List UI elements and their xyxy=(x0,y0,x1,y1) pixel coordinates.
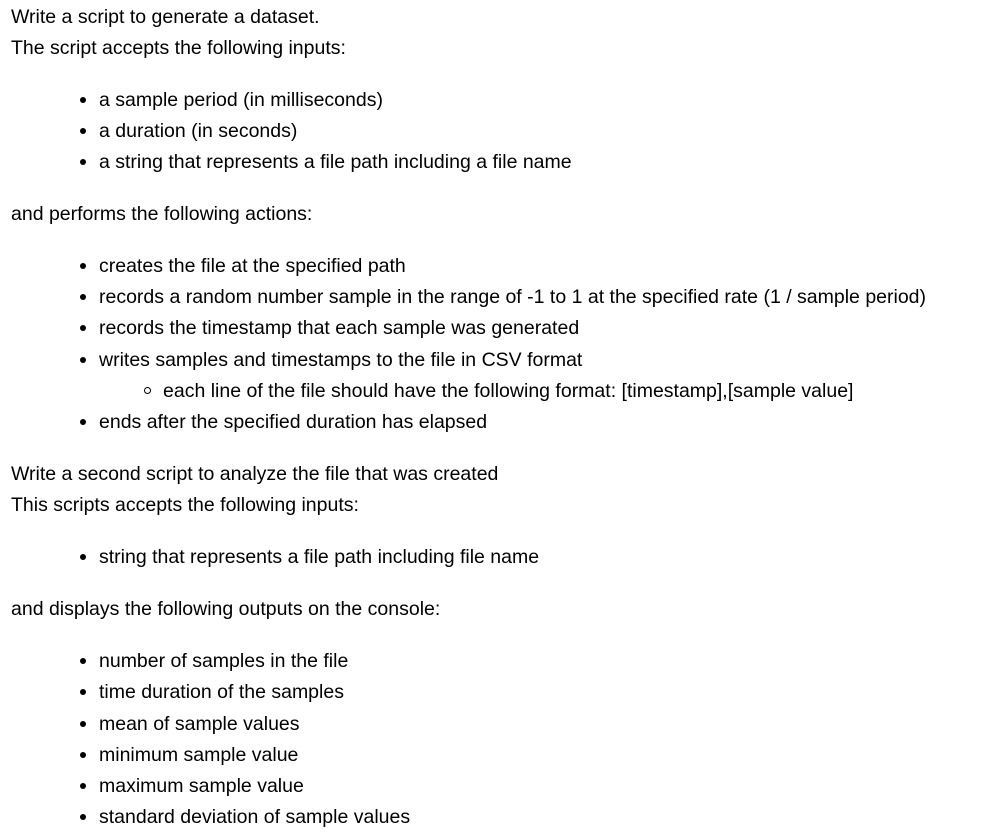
list-item-label: minimum sample value xyxy=(99,744,299,766)
hollow-bullet-icon xyxy=(144,387,151,394)
paragraph-actions-intro: and performs the following actions: xyxy=(11,203,313,225)
list-item-ana-output xyxy=(99,712,300,736)
list-item-label: records a random number sample in the range of -1 to 1 at the specified rate (1 / sample period) xyxy=(99,286,927,308)
list-item-label: ends after the specified duration has elapsed xyxy=(99,411,488,433)
list-item-gen-action xyxy=(99,316,579,340)
bullet-icon xyxy=(80,325,86,331)
list-item-label: a sample period (in milliseconds) xyxy=(99,89,383,111)
bullet-icon xyxy=(80,814,86,820)
bullet-icon xyxy=(80,419,86,425)
list-item-label: standard deviation of sample values xyxy=(99,806,411,828)
list-item-label: creates the file at the specified path xyxy=(99,255,406,277)
paragraph-outputs-intro: and displays the following outputs on the console: xyxy=(11,598,441,620)
bullet-icon xyxy=(80,752,86,758)
list-item-ana-output xyxy=(99,805,410,829)
bullet-icon xyxy=(80,357,86,363)
bullet-icon xyxy=(80,128,86,134)
bullet-icon xyxy=(80,97,86,103)
paragraph-ana-intro1: Write a second script to analyze the file that was created xyxy=(11,463,499,485)
list-item-ana-output xyxy=(99,649,348,673)
list-item-gen-action xyxy=(99,348,582,372)
list-item-label: number of samples in the file xyxy=(99,650,349,672)
bullet-icon xyxy=(80,783,86,789)
list-item-label: time duration of the samples xyxy=(99,681,344,703)
list-item-sub-action xyxy=(163,379,853,403)
list-item-label: maximum sample value xyxy=(99,775,304,797)
list-item-label: a string that represents a file path including a file name xyxy=(99,151,572,173)
list-item-label: records the timestamp that each sample was generated xyxy=(99,317,580,339)
list-item-gen-input xyxy=(99,88,383,112)
paragraph-gen-intro1: Write a script to generate a dataset. xyxy=(11,6,320,28)
list-item-ana-input xyxy=(99,545,539,569)
list-item-label: each line of the file should have the following format: [timestamp],[sample value] xyxy=(163,380,854,402)
bullet-icon xyxy=(80,721,86,727)
list-item-ana-output xyxy=(99,743,298,767)
bullet-icon xyxy=(80,263,86,269)
list-item-gen-input xyxy=(99,150,572,174)
list-item-gen-action xyxy=(99,285,926,309)
list-item-ana-output xyxy=(99,774,304,798)
list-item-label: writes samples and timestamps to the file in CSV format xyxy=(99,349,583,371)
list-item-gen-input xyxy=(99,119,297,143)
bullet-icon xyxy=(80,159,86,165)
list-item-gen-action xyxy=(99,410,487,434)
bullet-icon xyxy=(80,294,86,300)
bullet-icon xyxy=(80,554,86,560)
list-item-label: mean of sample values xyxy=(99,713,300,735)
paragraph-ana-intro2: This scripts accepts the following inputs: xyxy=(11,494,359,516)
list-item-gen-action xyxy=(99,254,406,278)
paragraph-gen-intro2: The script accepts the following inputs: xyxy=(11,37,346,59)
bullet-icon xyxy=(80,658,86,664)
list-item-ana-output xyxy=(99,680,344,704)
list-item-label: string that represents a file path including file name xyxy=(99,546,540,568)
bullet-icon xyxy=(80,689,86,695)
list-item-label: a duration (in seconds) xyxy=(99,120,298,142)
